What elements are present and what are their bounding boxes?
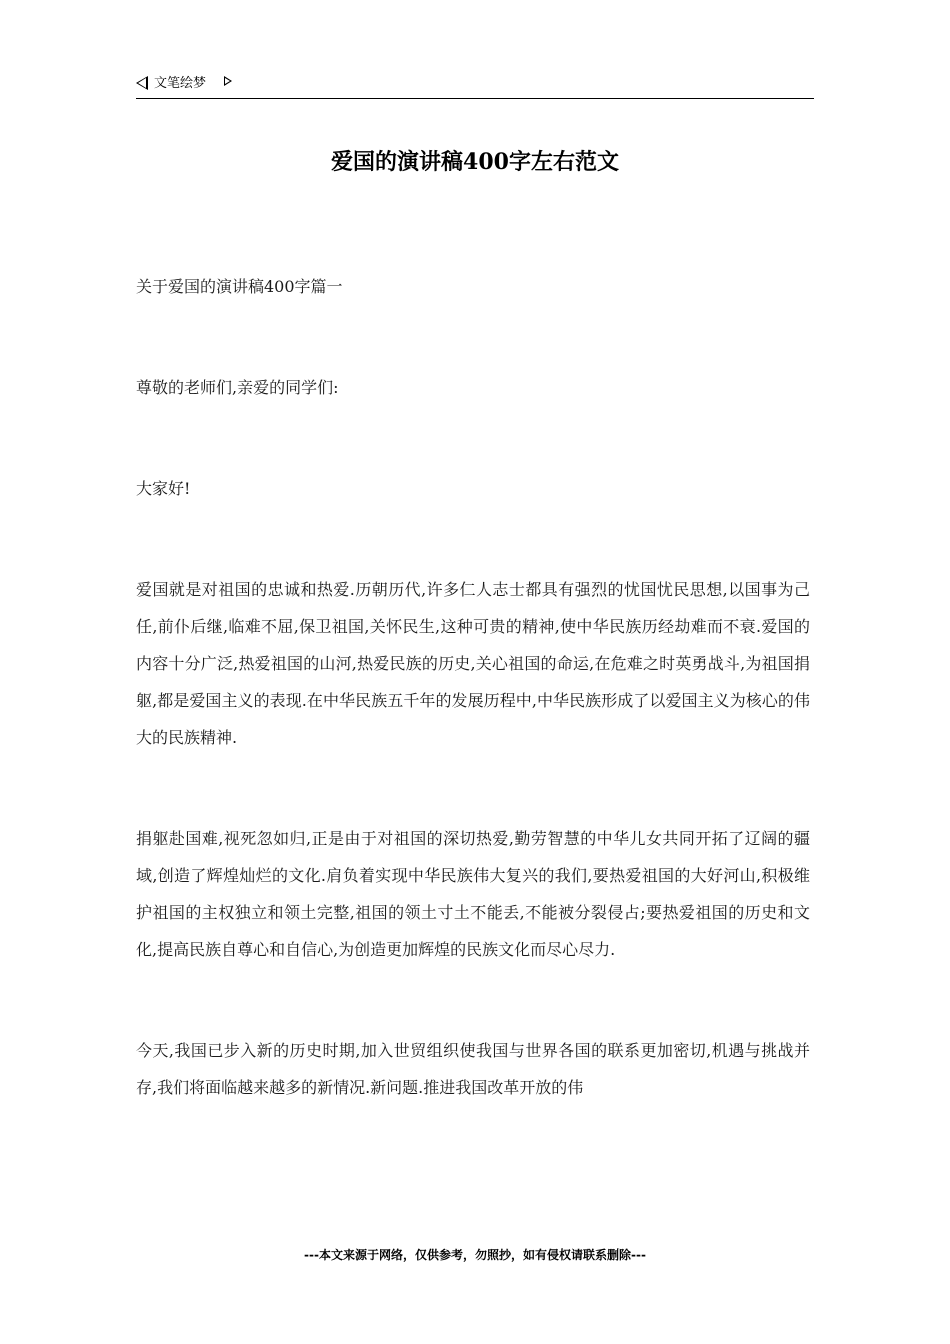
document-title: 爱国的演讲稿400字左右范文 [331,149,619,175]
header-brand: 文笔绘梦 [154,76,207,91]
body-paragraph: 今天,我国已步入新的历史时期,加入世贸组织使我国与世界各国的联系更加密切,机遇与挑战并存,我们将面临越来越多的新情况.新问题.推进我国改革开放的伟 [136,1041,810,1097]
body-paragraph: 爱国就是对祖国的忠诚和热爱.历朝历代,许多仁人志士都具有强烈的忧国忧民思想,以国事为己任,前仆后继,临难不屈,保卫祖国,关怀民生,这种可贵的精神,使中华民族历经劫难而不衰.爱国的内容十分广泛,热爱祖国的山河,热爱民族的历史,关心祖国的命运,在危难之时英勇战斗,为祖国捐躯,都是爱国主义的表现.在中华民族五千年的发展历程中,中华民族形成了以爱国主义为核心的伟大的民族精神. [136,580,810,747]
section-heading: 关于爱国的演讲稿400字篇一 [136,277,343,296]
document-body [136,268,810,1106]
body-paragraph: 捐躯赴国难,视死忽如归,正是由于对祖国的深切热爱,勤劳智慧的中华儿女共同开拓了辽阔的疆域,创造了辉煌灿烂的文化.肩负着实现中华民族伟大复兴的我们,要热爱祖国的大好河山,积极维护祖国的主权独立和领土完整,祖国的领土寸土不能丢,不能被分裂侵占;要热爱祖国的历史和文化,提高民族自尊心和自信心,为创造更加辉煌的民族文化而尽心尽力. [136,829,810,959]
triangle-left-icon [136,76,148,90]
page-header [136,72,814,99]
footer-notice: ---本文来源于网络，仅供参考，勿照抄，如有侵权请联系删除--- [304,1248,646,1262]
greeting: 大家好! [136,479,191,498]
salutation: 尊敬的老师们,亲爱的同学们: [136,378,339,397]
triangle-right-icon [224,76,232,86]
